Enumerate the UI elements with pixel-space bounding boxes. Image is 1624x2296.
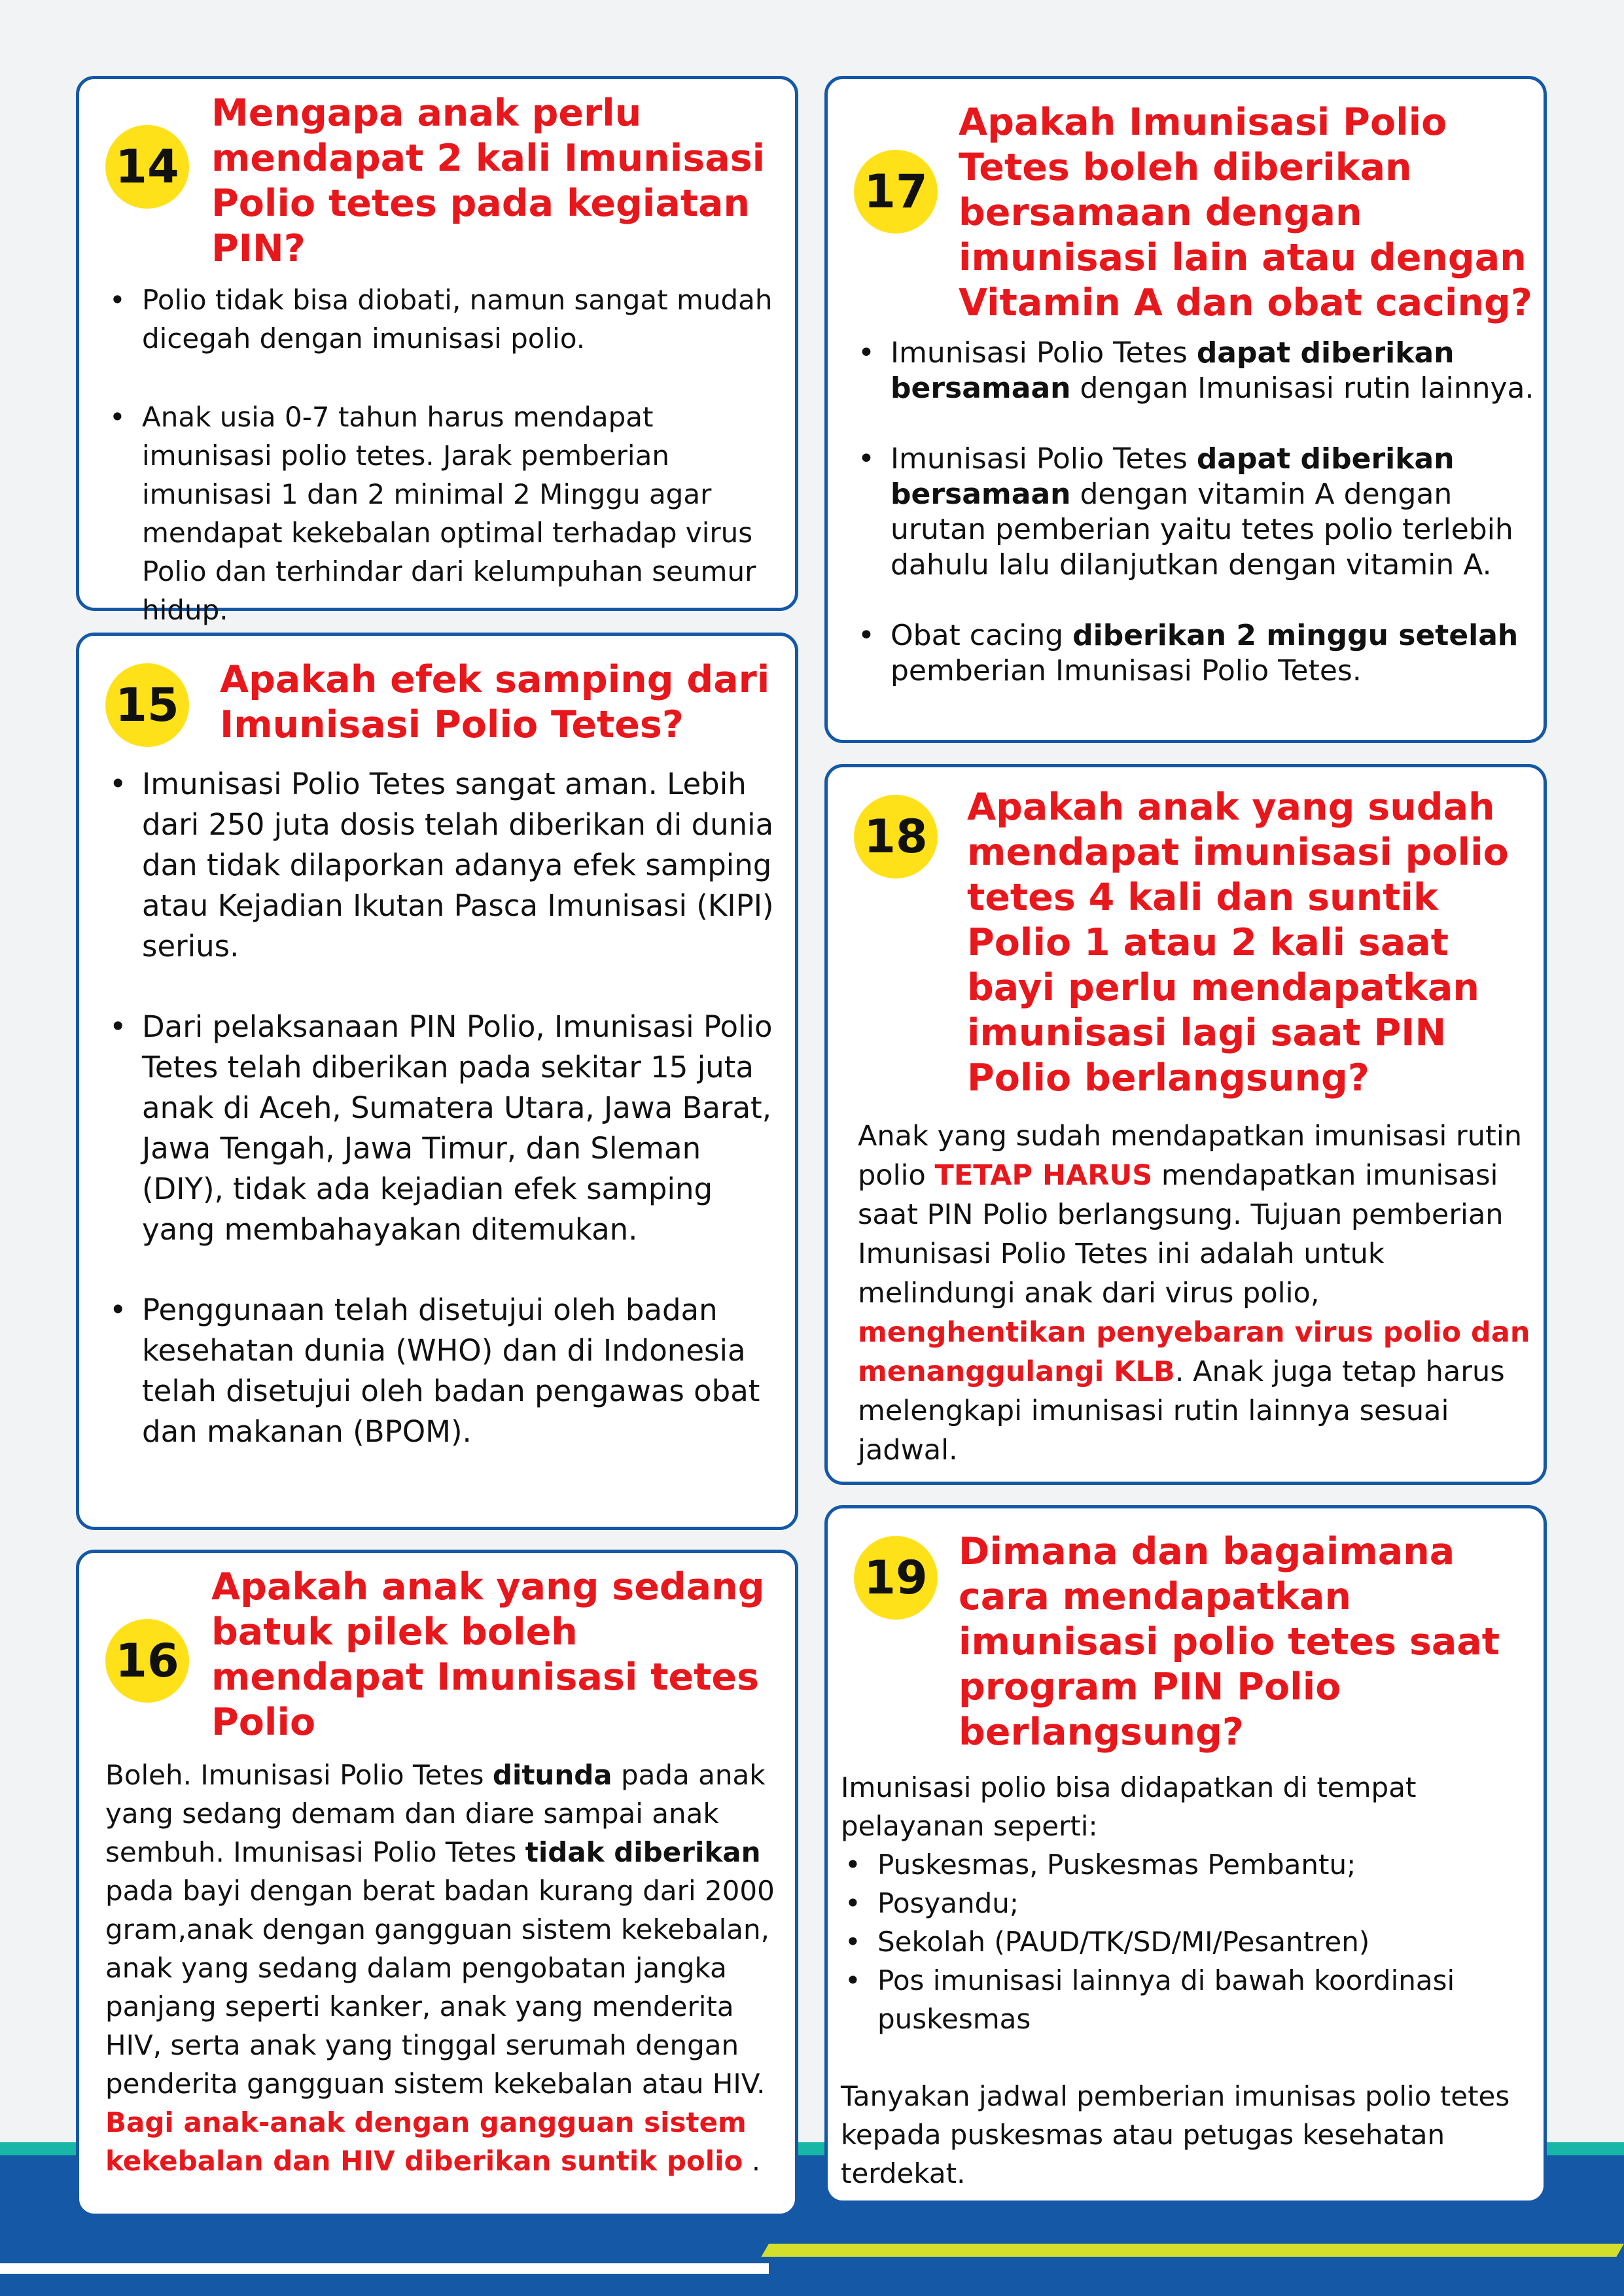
answer-emphasis: tidak diberikan bbox=[525, 1836, 761, 1868]
list-item: • Posyandu; bbox=[841, 1884, 1534, 1922]
question-number-badge: 15 bbox=[105, 663, 189, 747]
faq-card-15 bbox=[76, 633, 798, 1530]
answer-body bbox=[858, 1117, 1538, 1470]
bullet-item: • Dari pelaksanaan PIN Polio, Imunisasi Polio Tetes telah diberikan pada sekitar 15 juta anak di Aceh, Sumatera Utara, Jawa Barat, Jawa Tengah, Jawa Timur, dan Sleman (DIY), tidak ada kejadian efek samping yang membahayakan ditemukan. bbox=[105, 1007, 786, 1250]
answer-text: pada bayi dengan berat badan kurang dari 2000 gram,anak dengan gangguan sistem kekebalan, anak yang sedang dalam pengobatan jangka panjang seperti kanker, anak yang menderita HIV, serta anak yang tinggal serumah dengan penderita gangguan sistem kekebalan atau HIV. bbox=[105, 1875, 775, 2100]
answer-highlight: TETAP HARUS bbox=[934, 1159, 1153, 1192]
answer-body bbox=[105, 764, 786, 1452]
faq-card-17 bbox=[824, 76, 1547, 743]
bullet-item: • Imunisasi Polio Tetes dapat diberikan bersamaan dengan vitamin A dengan urutan pemberian yaitu tetes polio terlebih dahulu lalu dilanjutkan dengan vitamin A. bbox=[854, 442, 1534, 583]
list-item: • Pos imunisasi lainnya di bawah koordinasi puskesmas bbox=[841, 1961, 1534, 2038]
answer-text: mendapatkan imunisasi saat PIN Polio berlangsung. Tujuan pemberian Imunisasi Polio Tetes ini adalah untuk melindungi anak dari virus polio, bbox=[858, 1159, 1504, 1310]
question-title: Dimana dan bagaimana cara mendapatkan imunisasi polio tetes saat program PIN Polio berlangsung? bbox=[959, 1530, 1500, 1754]
bullet-item: • Imunisasi Polio Tetes dapat diberikan bersamaan dengan Imunisasi rutin lainnya. bbox=[854, 336, 1534, 406]
bullet-item: • Imunisasi Polio Tetes sangat aman. Lebih dari 250 juta dosis telah diberikan di dunia dan tidak dilaporkan adanya efek samping atau Kejadian Ikutan Pasca Imunisasi (KIPI) serius. bbox=[105, 764, 786, 967]
answer-text: . bbox=[743, 2145, 761, 2177]
answer-paragraph bbox=[105, 1756, 786, 2180]
answer-highlight: menghentikan penyebaran virus polio dan menanggulangi KLB bbox=[858, 1316, 1530, 1388]
answer-text: . Anak juga tetap harus melengkapi imunisasi rutin lainnya sesuai jadwal. bbox=[858, 1355, 1505, 1467]
question-number-badge: 14 bbox=[105, 125, 189, 209]
bullet-item: • Obat cacing diberikan 2 minggu setelah pemberian Imunisasi Polio Tetes. bbox=[854, 618, 1534, 689]
answer-body bbox=[105, 1756, 786, 2180]
question-title: Apakah Imunisasi Polio Tetes boleh diberikan bersamaan dengan imunisasi lain atau dengan Vitamin A dan obat cacing? bbox=[959, 101, 1532, 324]
bullet-item: • Polio tidak bisa diobati, namun sangat mudah dicegah dengan imunisasi polio. bbox=[105, 281, 786, 358]
faq-card-19 bbox=[824, 1505, 1547, 2204]
question-title: Apakah anak yang sudah mendapat imunisasi polio tetes 4 kali dan suntik Polio 1 atau 2 kali saat bayi perlu mendapatkan imunisasi lagi saat PIN Polio berlangsung? bbox=[967, 786, 1509, 1100]
question-title: Apakah anak yang sedang batuk pilek boleh mendapat Imunisasi tetes Polio bbox=[211, 1565, 765, 1744]
answer-paragraph bbox=[858, 1117, 1538, 1470]
answer-outro: Tanyakan jadwal pemberian imunisas polio tetes kepada puskesmas atau petugas kesehatan terdekat. bbox=[841, 2080, 1510, 2189]
question-title: Mengapa anak perlu mendapat 2 kali Imunisasi Polio tetes pada kegiatan PIN? bbox=[211, 92, 766, 270]
answer-text: pada anak yang sedang demam dan diare sampai anak sembuh. Imunisasi Polio Tetes bbox=[105, 1759, 766, 1868]
question-title: Apakah efek samping dari Imunisasi Polio Tetes? bbox=[220, 658, 770, 746]
answer-body bbox=[841, 1768, 1534, 2193]
answer-emphasis: ditunda bbox=[492, 1759, 612, 1791]
footer-lime-stripe bbox=[761, 2244, 1624, 2257]
question-number-badge: 18 bbox=[854, 795, 938, 878]
faq-card-16 bbox=[76, 1550, 798, 2217]
bullet-item: • Anak usia 0-7 tahun harus mendapat imunisasi polio tetes. Jarak pemberian imunisasi 1 dan 2 minimal 2 Minggu agar mendapat kekebalan optimal terhadap virus Polio dan terhindar dari kelumpuhan seumur hidup. bbox=[105, 398, 786, 629]
answer-body bbox=[854, 336, 1534, 689]
faq-card-14 bbox=[76, 76, 798, 626]
question-number-badge: 17 bbox=[854, 150, 938, 234]
question-number-badge: 19 bbox=[854, 1536, 938, 1620]
answer-text: Boleh. Imunisasi Polio Tetes bbox=[105, 1759, 493, 1791]
list-item: • Puskesmas, Puskesmas Pembantu; bbox=[841, 1845, 1534, 1884]
bullet-item: • Penggunaan telah disetujui oleh badan kesehatan dunia (WHO) dan di Indonesia telah disetujui oleh badan pengawas obat dan makanan (BPOM). bbox=[105, 1290, 786, 1452]
answer-body bbox=[105, 281, 786, 629]
answer-intro: Imunisasi polio bisa didapatkan di tempat pelayanan seperti: bbox=[841, 1771, 1417, 1842]
faq-card-18 bbox=[824, 764, 1547, 1485]
answer-highlight: Bagi anak-anak dengan gangguan sistem kekebalan dan HIV diberikan suntik polio bbox=[105, 2106, 747, 2177]
answer-text: Anak yang sudah mendapatkan imunisasi rutin polio bbox=[858, 1120, 1523, 1192]
list-item: • Sekolah (PAUD/TK/SD/MI/Pesantren) bbox=[841, 1922, 1534, 1961]
footer-white-stripe bbox=[0, 2263, 769, 2274]
location-list bbox=[841, 1845, 1534, 2038]
question-number-badge: 16 bbox=[105, 1619, 189, 1703]
